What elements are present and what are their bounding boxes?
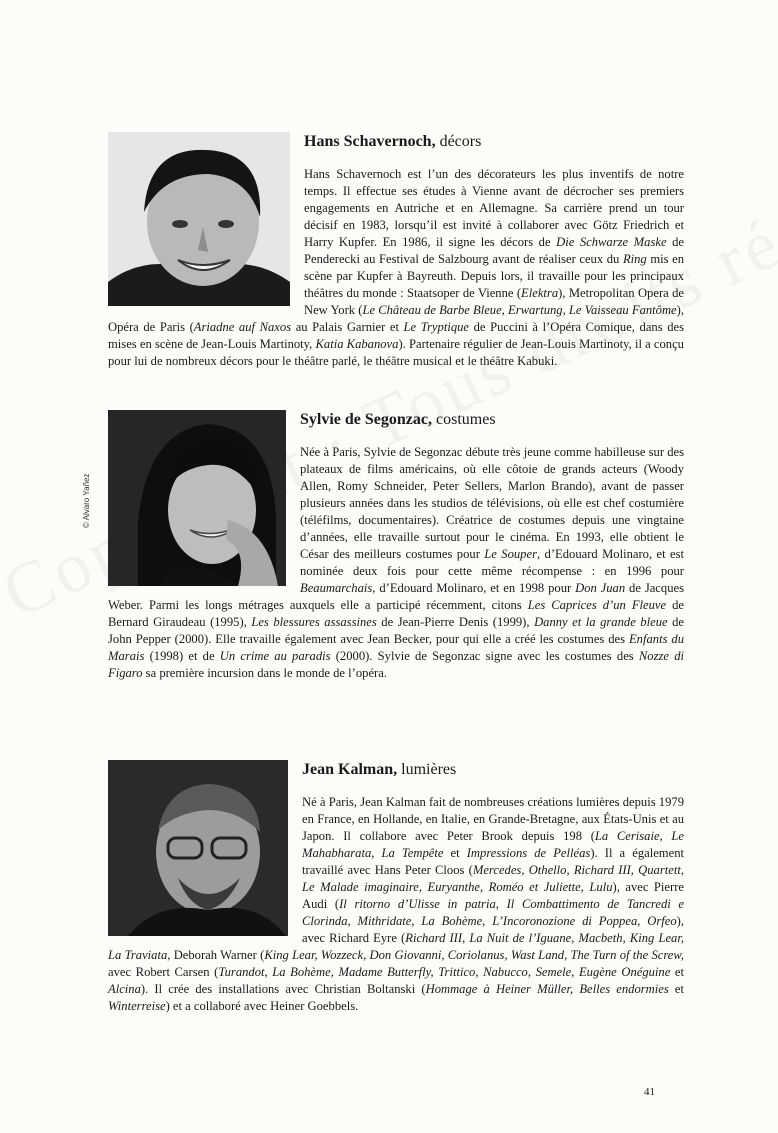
text-run: de Bernard Giraudeau (1995), <box>108 598 684 629</box>
italic-title: Un crime au paradis <box>219 649 331 663</box>
bio-name: Jean Kalman, <box>302 761 398 778</box>
text-run: mis en scène par Kupfer à Bayreuth. Depuis lors, il travaille pour les principaux théâtres du monde : Staatsoper de Vienne ( <box>304 252 684 300</box>
bio-role: lumières <box>401 761 457 778</box>
italic-title: Alcina <box>108 982 141 996</box>
text-run: , d’Edouard Molinaro, et est nominée deux fois pour cette même récompense : en 1996 pour <box>300 547 684 578</box>
italic-title: Danny et la grande bleue <box>534 615 668 629</box>
bio-hans-schavernoch <box>108 132 684 370</box>
italic-title: King Lear, Wozzeck, Don Giovanni, Coriolanus, Wast Land, The Turn of the Screw, <box>264 948 684 962</box>
portrait-photo-jean-kalman <box>108 760 288 936</box>
bio-role: costumes <box>436 411 496 428</box>
italic-title: Hommage à Heiner Müller, Belles endormies <box>425 982 669 996</box>
text-run: ), Metropolitan Opera de New York ( <box>304 286 684 317</box>
italic-title: Impressions de Pelléas <box>466 846 591 860</box>
text-run: ). Il crée des installations avec Christian Boltanski ( <box>140 982 426 996</box>
italic-title: Richard III, La Nuit de l’Iguane, Macbeth, King Lear, La Traviata, <box>108 931 684 962</box>
portrait-photo-sylvie-de-segonzac <box>108 410 286 586</box>
text-run: (1998) et de <box>144 649 220 663</box>
italic-title: Il ritorno d’Ulisse in patria, Il Combattimento de Tancredi e Clorinda, Mithridate, La Bohème, L’Incoronozione di Poppea, Orfeo <box>302 897 685 928</box>
italic-title: Beaumarchais <box>300 581 373 595</box>
page-number: 41 <box>644 1086 655 1098</box>
italic-title: Le Souper <box>484 547 537 561</box>
text-run: Hans Schavernoch est l’un des décorateurs les plus inventifs de notre temps. Il effectue ses études à Vienne avant de décrocher ses premiers engagements en Autriche et en Allemagne. Sa carrière prend un tour décisif en 1983, lorsqu’il est invité à collaborer avec Götz Friedrich et Harry Kupfer. En 1986, il signe les décors de <box>304 167 684 249</box>
text-run: et <box>668 982 684 996</box>
text-run: de Jacques Weber. Parmi les longs métrages auxquels elle a participé récemment, citons <box>108 581 684 612</box>
text-run: de Penderecki au Festival de Salzbourg avant de réaliser ceux du <box>304 235 684 266</box>
italic-title: Enfants du Marais <box>108 632 684 663</box>
text-run: de Jean-Pierre Denis (1999), <box>376 615 535 629</box>
text-run: (2000). Sylvie de Segonzac signe avec les costumes des <box>330 649 639 663</box>
italic-title: Don Juan <box>575 581 626 595</box>
bio-name: Hans Schavernoch, <box>304 133 436 150</box>
italic-title: Die Schwarze Maske <box>556 235 667 249</box>
italic-title: Le Château de Barbe Bleue, Erwartung, Le Vaisseau Fantôme <box>362 303 677 317</box>
text-run: ), avec Richard Eyre ( <box>302 914 684 945</box>
text-run: sa première incursion dans le monde de l’opéra. <box>142 666 387 680</box>
photo-credit: © Alvaro Yañez <box>82 473 91 528</box>
italic-title: Winterreise <box>108 999 166 1013</box>
italic-title: Ariadne auf Naxos <box>193 320 292 334</box>
text-run: au Palais Garnier et <box>291 320 404 334</box>
text-run: avec Robert Carsen ( <box>108 965 219 979</box>
text-run: ), Opéra de Paris ( <box>108 303 684 334</box>
italic-title: Le Tryptique <box>403 320 470 334</box>
text-run: et <box>670 965 684 979</box>
text-run: ). Il a également travaillé avec Hans Peter Cloos ( <box>302 846 684 877</box>
italic-title: Les blessures assassines <box>251 615 377 629</box>
text-run: de Puccini à l’Opéra Comique, dans des mises en scène de Jean-Louis Martinoty, <box>108 320 684 351</box>
italic-title: Ring <box>622 252 647 266</box>
bio-role: décors <box>439 133 482 150</box>
bio-sylvie-de-segonzac <box>108 410 684 682</box>
italic-title: La Cerisaie, Le Mahabharata, La Tempête <box>302 829 684 860</box>
text-run: ), avec Pierre Audi ( <box>302 880 684 911</box>
text-run: de John Pepper (2000). Elle travaille également avec Jean Becker, pour qui elle a créé les costumes des <box>108 615 685 646</box>
text-run: , d’Edouard Molinaro, et en 1998 pour <box>372 581 576 595</box>
portrait-photo-hans-schavernoch <box>108 132 290 306</box>
text-run: ). Partenaire régulier de Jean-Louis Martinoty, il a conçu pour lui de nombreux décors pour le théâtre parlé, le théâtre musical et le théâtre Kabuki. <box>108 337 684 368</box>
text-run: Deborah Warner ( <box>170 948 265 962</box>
bio-jean-kalman <box>108 760 684 1015</box>
italic-title: Turandot, La Bohème, Madame Butterfly, Trittico, Nabucco, Semele, Eugène Onéguine <box>218 965 671 979</box>
text-run: Né à Paris, Jean Kalman fait de nombreuses créations lumières depuis 1979 en France, en Hollande, en Italie, en Grande-Bretagne, aux États-Unis et au Japon. Il collabore avec Peter Brook depuis 198 ( <box>302 795 684 843</box>
text-run: ) et a collaboré avec Heiner Goebbels. <box>165 999 359 1013</box>
italic-title: Les Caprices d’un Fleuve <box>527 598 667 612</box>
italic-title: Katia Kabanova <box>315 337 399 351</box>
text-run: et <box>443 846 467 860</box>
italic-title: Elektra <box>521 286 559 300</box>
italic-title: Nozze di Figaro <box>108 649 684 680</box>
italic-title: Mercedes, Othello, Richard III, Quartett, Le Malade imaginaire, Euryanthe, Roméo et Juliette, Lulu <box>302 863 684 894</box>
text-run: Née à Paris, Sylvie de Segonzac débute très jeune comme habilleuse sur des plateaux de films américains, où elle côtoie de grands acteurs (Woody Allen, Romy Schneider, Peter Sellers, Marlon Brando), avant de passer plusieurs années dans les studios de télévisions, où elle est chef costumière (téléfilms, documentaires). Créatrice de costumes depuis une vingtaine d’années, elle travaille surtout pour le cinéma. En 1993, elle obtient le César des meilleurs costumes pour <box>300 445 684 561</box>
bio-name: Sylvie de Segonzac, <box>300 411 432 428</box>
